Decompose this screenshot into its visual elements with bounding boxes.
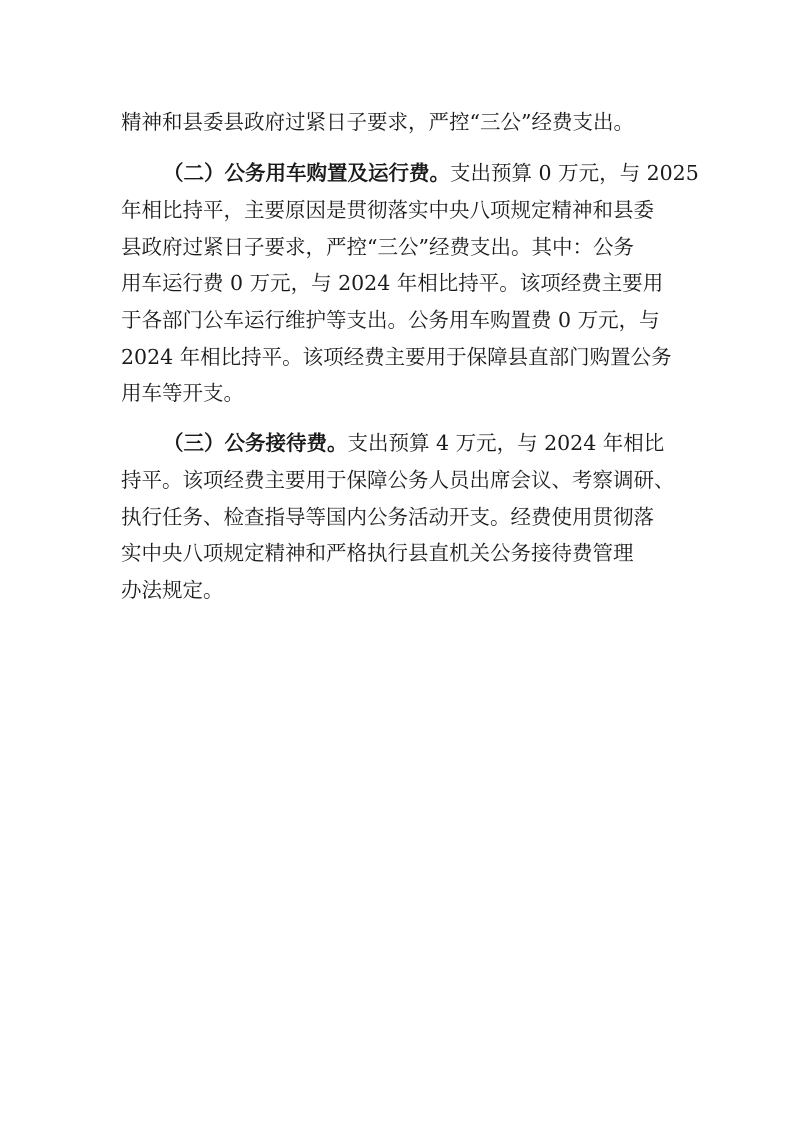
paragraph-line (121, 538, 634, 568)
paragraph-line (121, 378, 244, 408)
text: 年相比持平，主要原因是贯彻落实中央八项规定精神和县委 (121, 198, 654, 222)
text: 用车运行费 0 万元，与 2024 年相比持平。该项经费主要用 (121, 271, 664, 295)
paragraph-line (121, 268, 663, 298)
section-heading: （二）公务用车购置及运行费。 (163, 161, 450, 185)
paragraph-line (121, 107, 634, 137)
paragraph-line (121, 305, 660, 335)
paragraph-line (121, 502, 654, 532)
text: 持平。该项经费主要用于保障公务人员出席会议、考察调研、 (121, 468, 675, 492)
paragraph-line (121, 342, 672, 372)
text: 执行任务、检查指导等国内公务活动开支。经费使用贯彻落 (121, 505, 654, 529)
section-heading: （三）公务接待费。 (163, 431, 348, 455)
text: 支出预算 4 万元，与 2024 年相比 (347, 431, 665, 455)
paragraph-line (121, 575, 224, 605)
paragraph-line (121, 195, 654, 225)
text: 精神和县委县政府过紧日子要求，严控“三公”经费支出。 (121, 110, 634, 134)
paragraph-line (121, 232, 634, 262)
text: 支出预算 0 万元，与 2025 (450, 161, 699, 185)
text: 县政府过紧日子要求，严控“三公”经费支出。其中：公务 (121, 235, 634, 259)
text: 实中央八项规定精神和严格执行县直机关公务接待费管理 (121, 541, 634, 565)
text: 办法规定。 (121, 578, 224, 602)
paragraph-line (163, 428, 664, 458)
text: 于各部门公车运行维护等支出。公务用车购置费 0 万元，与 (121, 308, 660, 332)
text: 用车等开支。 (121, 381, 244, 405)
text: 2024 年相比持平。该项经费主要用于保障县直部门购置公务 (121, 345, 672, 369)
paragraph-line (121, 465, 675, 495)
paragraph-line (163, 158, 699, 188)
